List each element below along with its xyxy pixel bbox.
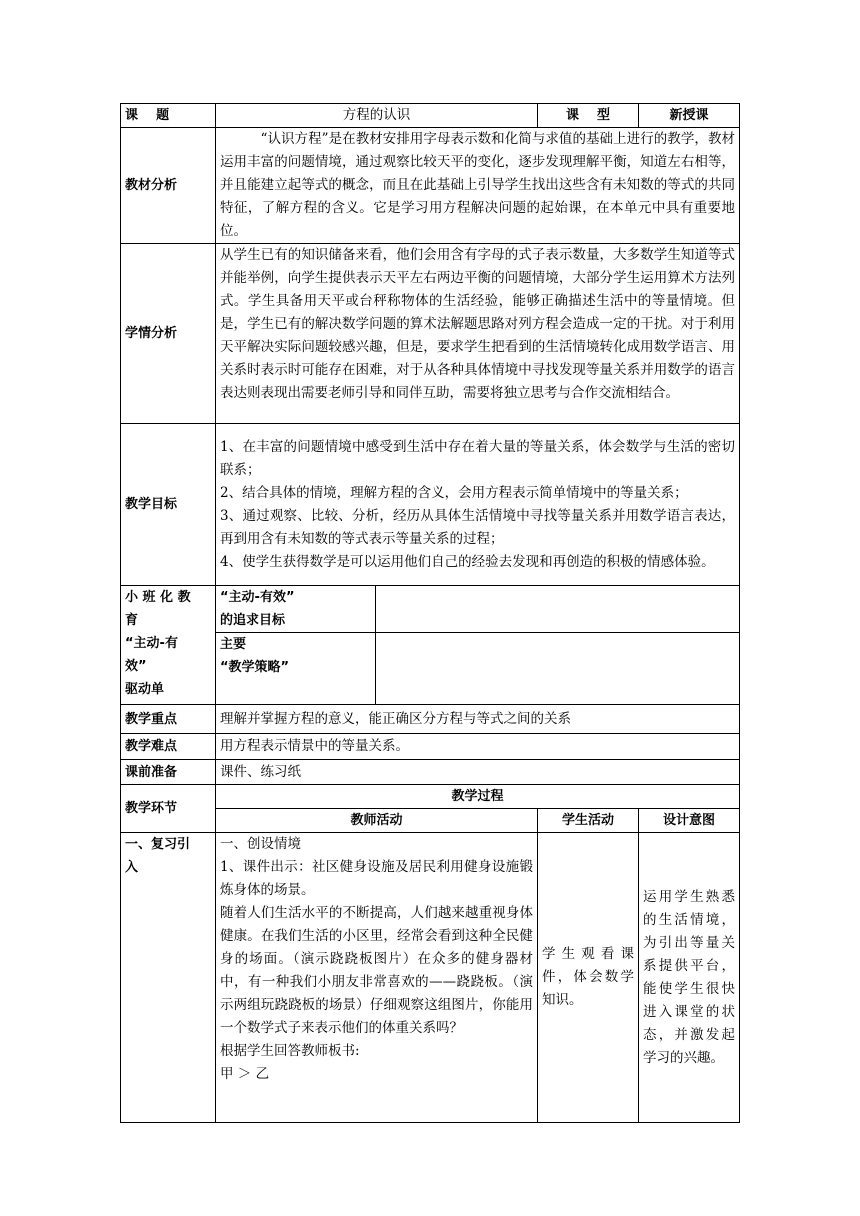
difficulty-text: 用方程表示情景中的等量关系。 [216,734,740,760]
stage1-student-activity [538,833,639,1123]
teacher-activity-line: 1、课件出示：社区健身设施及居民利用健身设施锻炼身体的场景。 [220,859,533,898]
stage1-label [121,833,216,1123]
student-analysis-text: 从学生已有的知识储备来看，他们会用含有字母的式子表示数量，大多数学生知道等式并能举例，向学生提供表示天平左右两边平衡的问题情境，大部分学生运用算术方法列式。学生具备用天平或台秤称物体的生活经验，能够正确描述生活中的等量情境。但是，学生已有的解决数学问题的算术法解题思路对列方程会造成一定的干扰。对于利用天平解决实际问题较感兴趣，但是，要求学生把看到的生活情境转化成用数学语言、用关系时表示时可能存在困难，对于从各种具体情境中寻找发现等量关系并用数学的语言表达则表现出需要老师引导和同伴互助，需要将独立思考与合作交流相结合。 [220,247,735,401]
small-class-label-line: 育 [125,613,139,628]
design-intent-text: 运用学生熟悉的生活情境，为引出等量关系提供平台，能使学生很快进入课堂的状态，并激发起学习的兴趣。 [643,888,735,1066]
teacher-activity-line: 甲 ＞ 乙 [220,1066,270,1082]
goal-item: 3、通过观察、比较、分析，经历从具体生活情境中寻找等量关系并用数学语言表达，再到用含有未知数的等式表示等量关系的过程； [220,507,735,547]
small-class-label-line: “主动-有 [125,636,178,651]
lesson-title: 方程的认识 [216,104,538,128]
pursuit-goal-label [216,586,376,633]
key-point-text: 理解并掌握方程的意义，能正确区分方程与等式之间的关系 [216,705,740,734]
student-activity-text: 学生观看课件，体会数学知识。 [542,946,634,1008]
student-analysis-label: 学情分析 [121,244,216,424]
goal-item: 1、在丰富的问题情境中感受到生活中存在着大量的等量关系，体会数学与生活的密切联系； [220,438,735,478]
student-analysis-cell [216,244,740,424]
preparation-label: 课前准备 [121,760,216,785]
teacher-activity-line: 随着人们生活水平的不断提高，人们越来越重视身体健康。在我们生活的小区里，经常会看到这种全民健身的场面。（演示跷跷板图片）在众多的健身器材中，有一种我们小朋友非常喜欢的——跷跷板。（演示两组玩跷跷板的场景）仔细观察这组图片，你能用一个数学式子来表示他们的体重关系吗？ [220,905,533,1036]
teaching-goals-label: 教学目标 [121,424,216,586]
lesson-type-value: 新授课 [639,104,740,128]
preparation-text: 课件、练习纸 [216,760,740,785]
goal-item: 4、使学生获得数学是可以运用他们自己的经验去发现和再创造的积极的情感体验。 [220,553,715,570]
stage1-label-line: 一、复习引 [125,837,191,852]
small-class-label-line: 驱动单 [125,682,165,697]
stage1-design-intent [639,833,740,1123]
title-label: 课 题 [121,104,216,128]
teaching-strategy-line: “教学策略” [220,660,290,675]
small-class-label-line: 效” [125,659,147,674]
lesson-plan-table [120,103,740,1123]
teacher-activity-header: 教师活动 [216,809,538,833]
student-activity-header: 学生活动 [538,809,639,833]
goal-item: 2、结合具体的情境，理解方程的含义，会用方程表示简单情境中的等量关系； [220,484,688,501]
small-class-label [121,586,216,705]
teacher-activity-line: 一、创设情境 [220,836,301,852]
key-point-label: 教学重点 [121,705,216,734]
design-intent-header: 设计意图 [639,809,740,833]
small-class-label-line: 小 班 化 教 [125,590,191,605]
teaching-strategy-line: 主要 [220,637,247,652]
pursuit-goal-line: “主动-有效” [220,590,295,605]
textbook-analysis-label: 教材分析 [121,128,216,244]
stage1-label-line: 入 [125,860,139,875]
teaching-stage-label: 教学环节 [121,785,216,833]
textbook-analysis-text: “认识方程”是在教材安排用字母表示数和化简与求值的基础上进行的教学，教材运用丰富的问题情境，通过观察比较天平的变化，逐步发现理解平衡，知道左右相等，并且能建立起等式的概念，而且在此基础上引导学生找出这些含有未知数的等式的共同特征，了解方程的含义。它是学习用方程解决问题的起始课，在本单元中具有重要地位。 [220,131,735,239]
stage1-teacher-activity [216,833,538,1123]
pursuit-goal-line: 的追求目标 [220,613,286,628]
lesson-type-label: 课 型 [538,104,639,128]
teacher-activity-line: 根据学生回答教师板书: [220,1043,360,1059]
teaching-goals-cell [216,424,740,586]
textbook-analysis-cell [216,128,740,244]
teaching-strategy-label [216,633,376,705]
teaching-process-title: 教学过程 [216,785,740,809]
teaching-strategy-content [376,633,740,705]
difficulty-label: 教学难点 [121,734,216,760]
pursuit-goal-content [376,586,740,633]
